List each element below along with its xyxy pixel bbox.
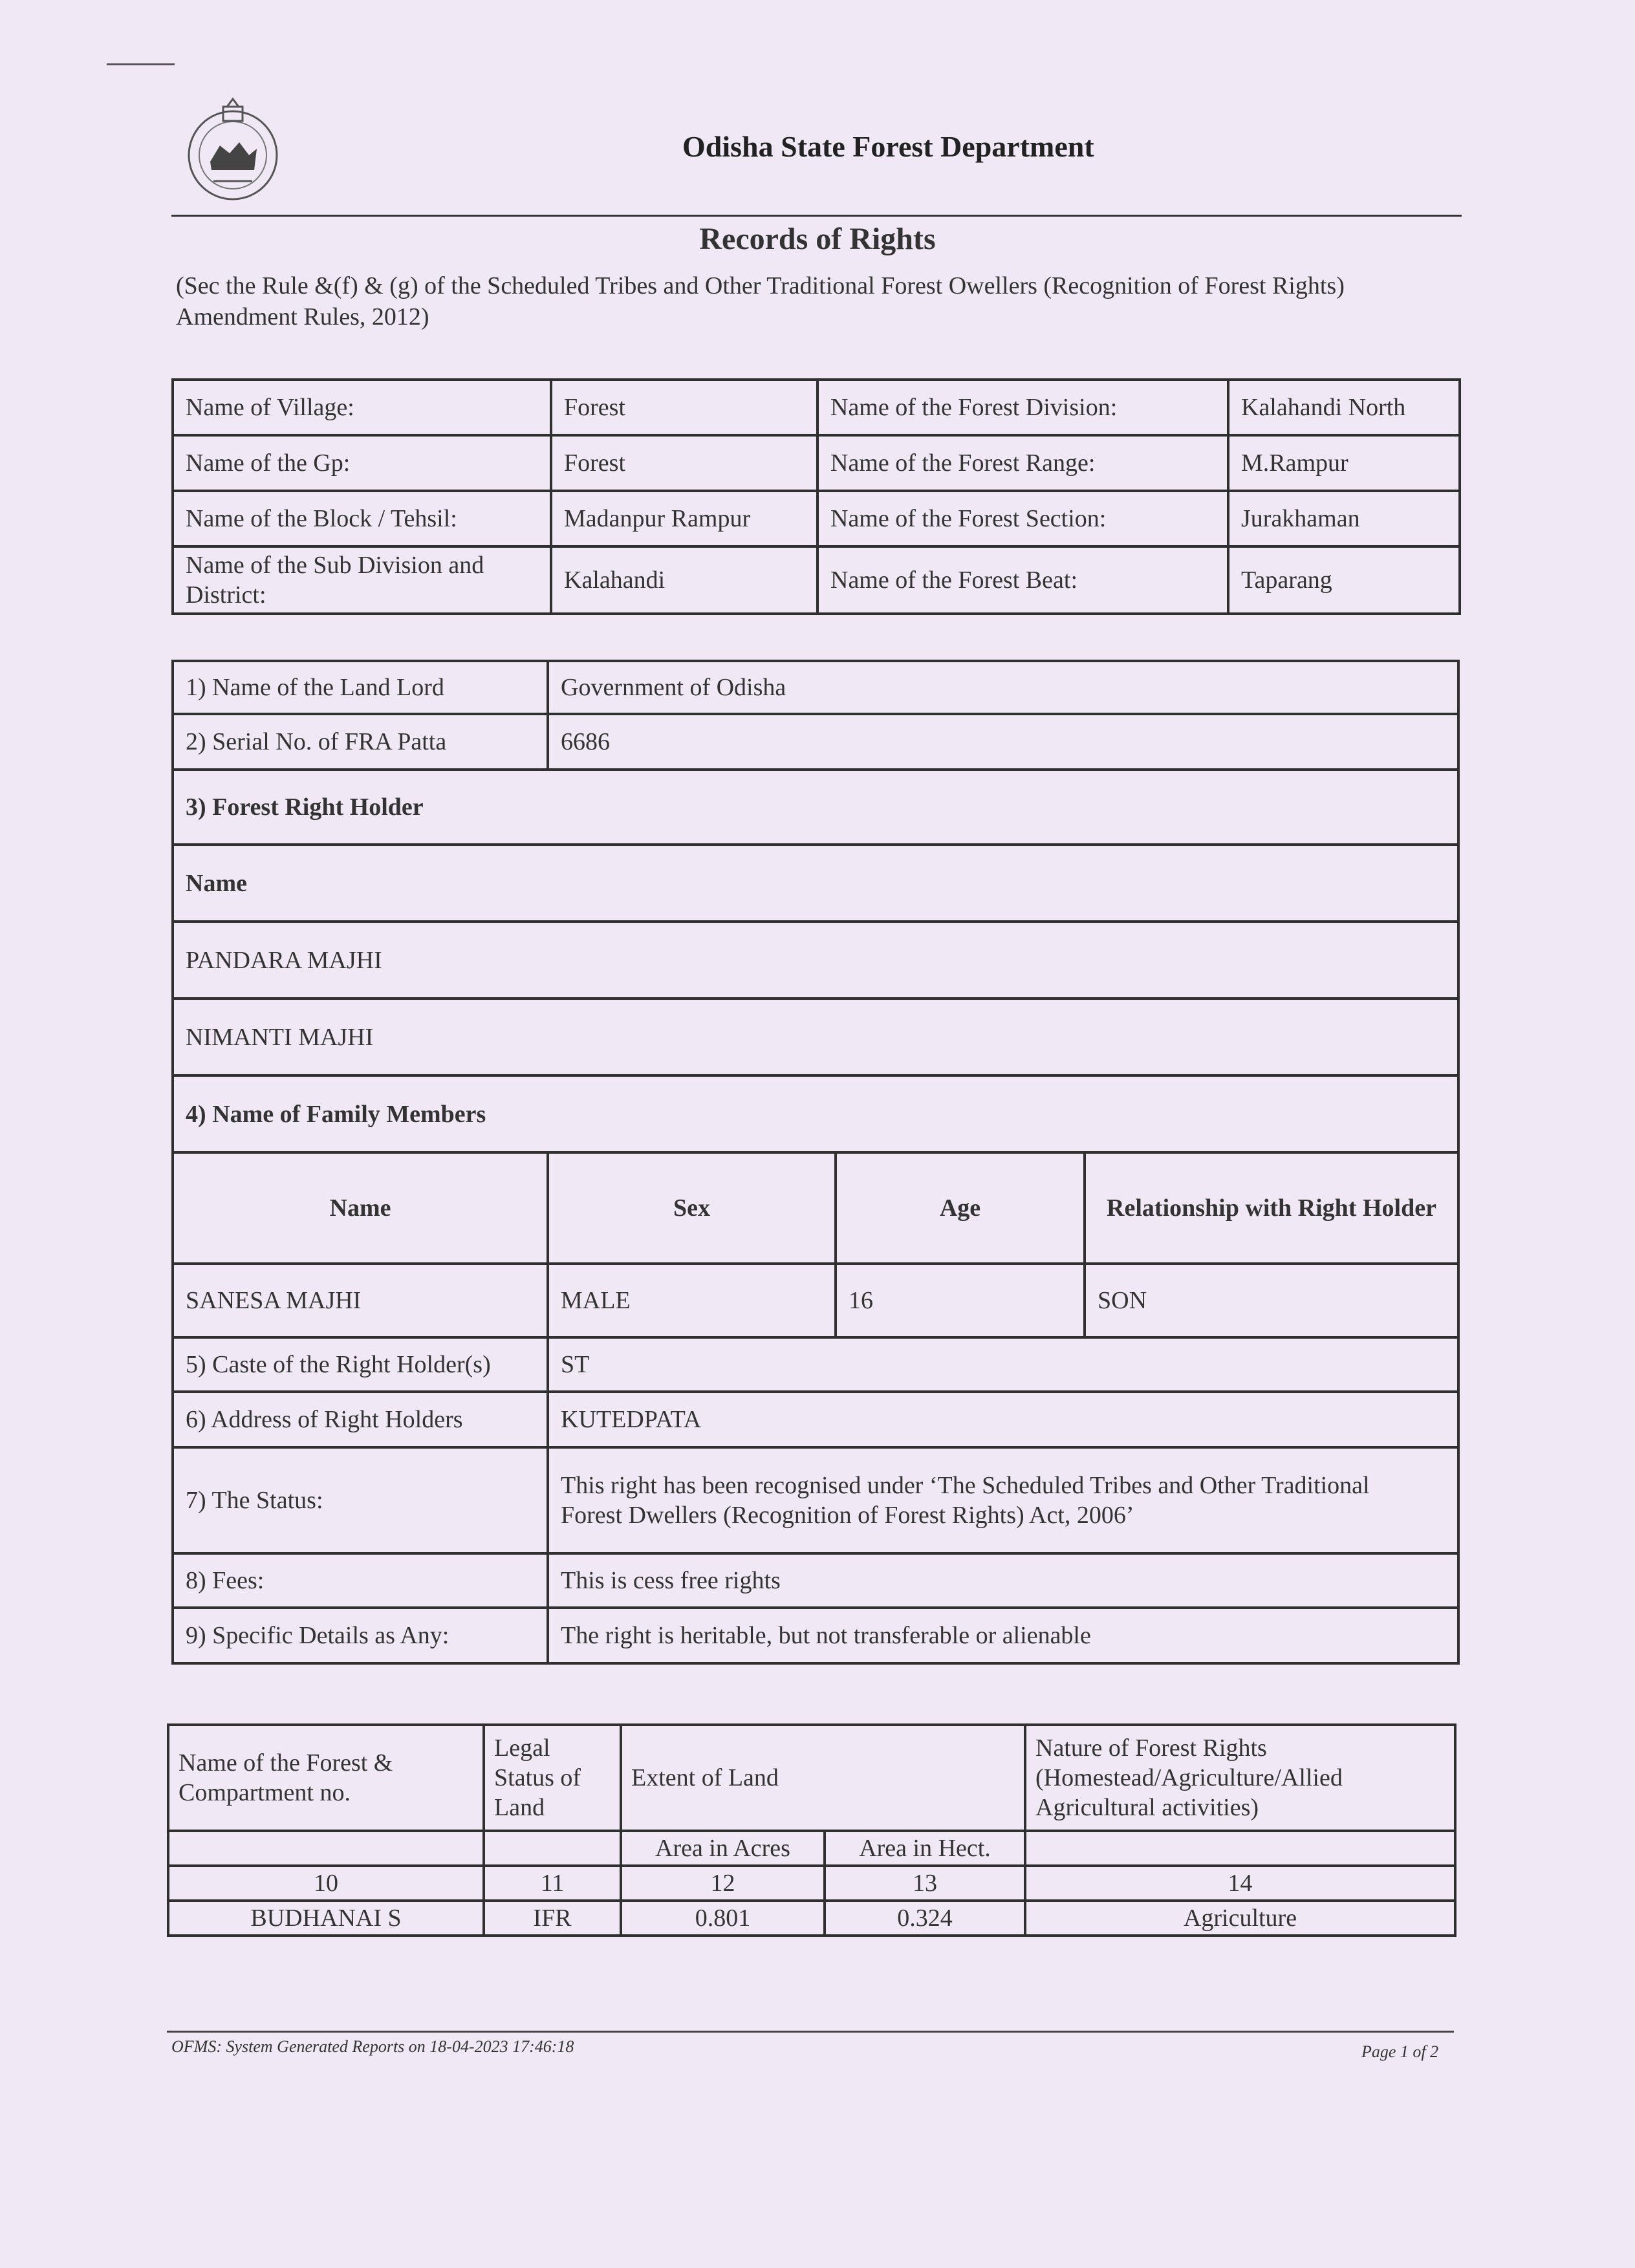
division-label: Name of the Forest Division:	[817, 380, 1228, 435]
column-number: 14	[1025, 1866, 1455, 1901]
table-row	[173, 661, 1458, 714]
col-extent: Extent of Land	[621, 1725, 1025, 1831]
family-col-relationship: Relationship with Right Holder	[1085, 1152, 1458, 1264]
section-value: Jurakhaman	[1228, 491, 1460, 546]
serial-label: 2) Serial No. of FRA Patta	[173, 714, 548, 770]
empty-cell	[484, 1831, 621, 1866]
document-subtitle: (Sec the Rule &(f) & (g) of the Scheduled Tribes and Other Traditional Forest Owellers (Recognition of Forest Rights) Amendment Rules, 2012)	[176, 272, 1345, 330]
village-label: Name of Village:	[173, 380, 551, 435]
forest-name: BUDHANAI S	[168, 1901, 484, 1936]
fees-label: 8) Fees:	[173, 1553, 548, 1608]
col-nature: Nature of Forest Rights (Homestead/Agriculture/Allied Agricultural activities)	[1025, 1725, 1455, 1831]
holder-heading: 3) Forest Right Holder	[173, 770, 1458, 845]
family-col-sex: Sex	[548, 1152, 836, 1264]
specific-label: 9) Specific Details as Any:	[173, 1608, 548, 1663]
address-value: KUTEDPATA	[548, 1392, 1458, 1447]
table-row	[173, 435, 1460, 491]
table-row	[173, 546, 1460, 614]
family-member-sex: MALE	[548, 1264, 836, 1337]
table-row	[173, 999, 1458, 1075]
subdivision-value: Kalahandi	[551, 546, 817, 614]
table-row	[173, 1152, 1458, 1264]
col-forest-compartment: Name of the Forest & Compartment no.	[168, 1725, 484, 1831]
landlord-value: Government of Odisha	[548, 661, 1458, 714]
column-number: 11	[484, 1866, 621, 1901]
table-row	[173, 1337, 1458, 1392]
table-row	[173, 1553, 1458, 1608]
table-row	[173, 1264, 1458, 1337]
table-row	[168, 1725, 1455, 1831]
beat-label: Name of the Forest Beat:	[817, 546, 1228, 614]
generated-timestamp: OFMS: System Generated Reports on 18-04-2023 17:46:18	[171, 2037, 574, 2056]
table-row	[173, 845, 1458, 922]
table-row	[173, 1608, 1458, 1663]
location-table	[171, 378, 1461, 615]
holder-name: NIMANTI MAJHI	[173, 999, 1458, 1075]
table-row	[173, 1075, 1458, 1152]
table-row	[173, 1392, 1458, 1447]
page-number: Page 1 of 2	[1361, 2042, 1439, 2061]
caste-value: ST	[548, 1337, 1458, 1392]
table-row	[173, 714, 1458, 770]
status-label: 7) The Status:	[173, 1447, 548, 1553]
fees-value: This is cess free rights	[548, 1553, 1458, 1608]
pen-mark	[107, 63, 175, 65]
address-label: 6) Address of Right Holders	[173, 1392, 548, 1447]
status-line: This right has been recognised under ‘The Scheduled Tribes and Other Traditional	[561, 1472, 1370, 1499]
empty-cell	[1025, 1831, 1455, 1866]
specific-value: The right is heritable, but not transferable or alienable	[548, 1608, 1458, 1663]
area-acres: 0.801	[621, 1901, 825, 1936]
section-label: Name of the Forest Section:	[817, 491, 1228, 546]
empty-cell	[168, 1831, 484, 1866]
col-area-hect: Area in Hect.	[825, 1831, 1025, 1866]
gp-value: Forest	[551, 435, 817, 491]
department-name: Odisha State Forest Department	[682, 130, 1094, 163]
landlord-label: 1) Name of the Land Lord	[173, 661, 548, 714]
family-heading: 4) Name of Family Members	[173, 1075, 1458, 1152]
nature-of-right: Agriculture	[1025, 1901, 1455, 1936]
footer-divider	[167, 2031, 1454, 2033]
land-table	[167, 1723, 1456, 1937]
holder-name-heading: Name	[173, 845, 1458, 922]
column-number: 12	[621, 1866, 825, 1901]
family-col-name: Name	[173, 1152, 548, 1264]
block-value: Madanpur Rampur	[551, 491, 817, 546]
area-hect: 0.324	[825, 1901, 1025, 1936]
status-line: Forest Dwellers (Recognition of Forest Rights) Act, 2006’	[561, 1502, 1134, 1529]
col-legal-status: Legal Status of Land	[484, 1725, 621, 1831]
column-number: 13	[825, 1866, 1025, 1901]
table-row	[168, 1901, 1455, 1936]
column-number: 10	[168, 1866, 484, 1901]
range-value: M.Rampur	[1228, 435, 1460, 491]
table-row	[173, 380, 1460, 435]
document-title: Records of Rights	[699, 222, 936, 256]
family-member-relation: SON	[1085, 1264, 1458, 1337]
caste-label: 5) Caste of the Right Holder(s)	[173, 1337, 548, 1392]
range-label: Name of the Forest Range:	[817, 435, 1228, 491]
family-member-age: 16	[836, 1264, 1085, 1337]
status-value	[548, 1447, 1458, 1553]
odisha-government-emblem-icon	[184, 94, 281, 204]
table-row	[173, 491, 1460, 546]
division-value: Kalahandi North	[1228, 380, 1460, 435]
table-row	[168, 1831, 1455, 1866]
table-row	[173, 770, 1458, 845]
legal-status: IFR	[484, 1901, 621, 1936]
holder-name: PANDARA MAJHI	[173, 922, 1458, 999]
table-row	[173, 922, 1458, 999]
gp-label: Name of the Gp:	[173, 435, 551, 491]
col-area-acres: Area in Acres	[621, 1831, 825, 1866]
details-table	[171, 660, 1460, 1665]
table-row	[173, 1447, 1458, 1553]
village-value: Forest	[551, 380, 817, 435]
family-member-name: SANESA MAJHI	[173, 1264, 548, 1337]
block-label: Name of the Block / Tehsil:	[173, 491, 551, 546]
table-row	[168, 1866, 1455, 1901]
subdivision-label: Name of the Sub Division and District:	[173, 546, 551, 614]
header-divider	[171, 215, 1462, 217]
serial-value: 6686	[548, 714, 1458, 770]
family-col-age: Age	[836, 1152, 1085, 1264]
beat-value: Taparang	[1228, 546, 1460, 614]
